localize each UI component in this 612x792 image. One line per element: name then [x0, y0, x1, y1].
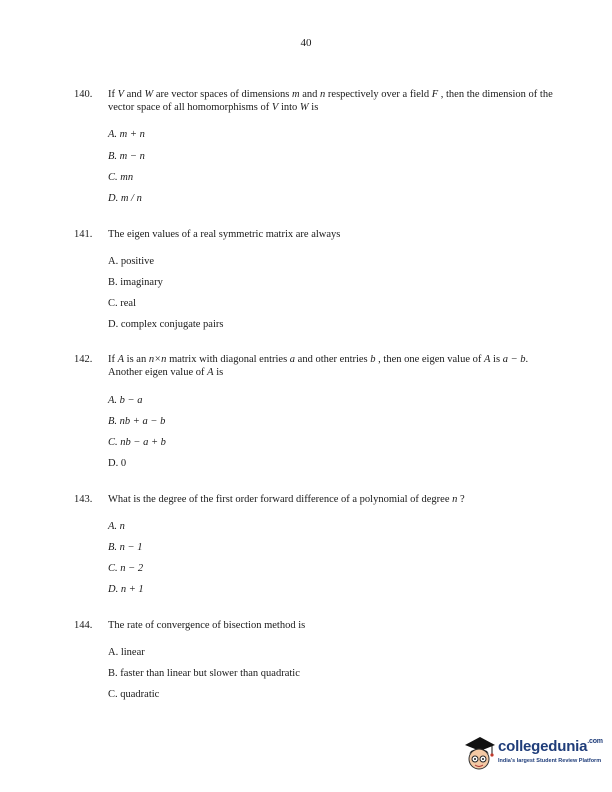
- option-c: C. mn: [108, 172, 134, 183]
- page-number: 40: [300, 37, 312, 49]
- option-b: B. m − n: [108, 151, 145, 162]
- option-c: C. real: [108, 298, 136, 309]
- question-143: [74, 493, 554, 506]
- option-a: A. n: [108, 521, 125, 532]
- question-text: The eigen values of a real symmetric matrix are always: [108, 229, 341, 240]
- question-text: What is the degree of the first order forward difference of a polynomial of degree n ?: [108, 494, 465, 505]
- option-c: C. quadratic: [108, 689, 160, 700]
- question-142: [74, 353, 554, 379]
- option-d: D. 0: [108, 458, 127, 469]
- option-d: D. n + 1: [108, 584, 144, 595]
- option-b: B. n − 1: [108, 542, 143, 553]
- question-text: If A is an n×n matrix with diagonal entries a and other entries b , then one eigen value of A is a − b. Another eigen value of A is: [108, 354, 529, 378]
- question-number: 141.: [74, 229, 93, 240]
- mascot-icon: [462, 732, 496, 774]
- logo-brand: collegedunia$^{.com}$: [498, 738, 603, 755]
- option-a: A. b − a: [108, 395, 143, 406]
- question-140: [74, 88, 554, 114]
- question-number: 140.: [74, 89, 93, 100]
- option-a: A. positive: [108, 256, 155, 267]
- option-a: A. m + n: [108, 129, 145, 140]
- option-c: C. n − 2: [108, 563, 144, 574]
- question-number: 143.: [74, 494, 93, 505]
- question-141: [74, 228, 554, 241]
- option-d: D. m / n: [108, 193, 142, 204]
- option-c: C. nb − a + b: [108, 437, 166, 448]
- option-a: A. linear: [108, 647, 145, 658]
- logo-tagline: India's largest Student Review Platform: [498, 758, 602, 764]
- question-text: If V and W are vector spaces of dimensions m and n respectively over a field F , then the dimension of the vector space of all homomorphisms of V into W is: [108, 89, 553, 113]
- option-b: B. faster than linear but slower than quadratic: [108, 668, 300, 679]
- option-b: B. nb + a − b: [108, 416, 166, 427]
- question-144: [74, 619, 554, 632]
- question-text: The rate of convergence of bisection method is: [108, 620, 306, 631]
- option-d: D. complex conjugate pairs: [108, 319, 224, 330]
- collegedunia-logo: [462, 730, 602, 776]
- option-b: B. imaginary: [108, 277, 163, 288]
- question-number: 142.: [74, 354, 93, 365]
- question-number: 144.: [74, 620, 93, 631]
